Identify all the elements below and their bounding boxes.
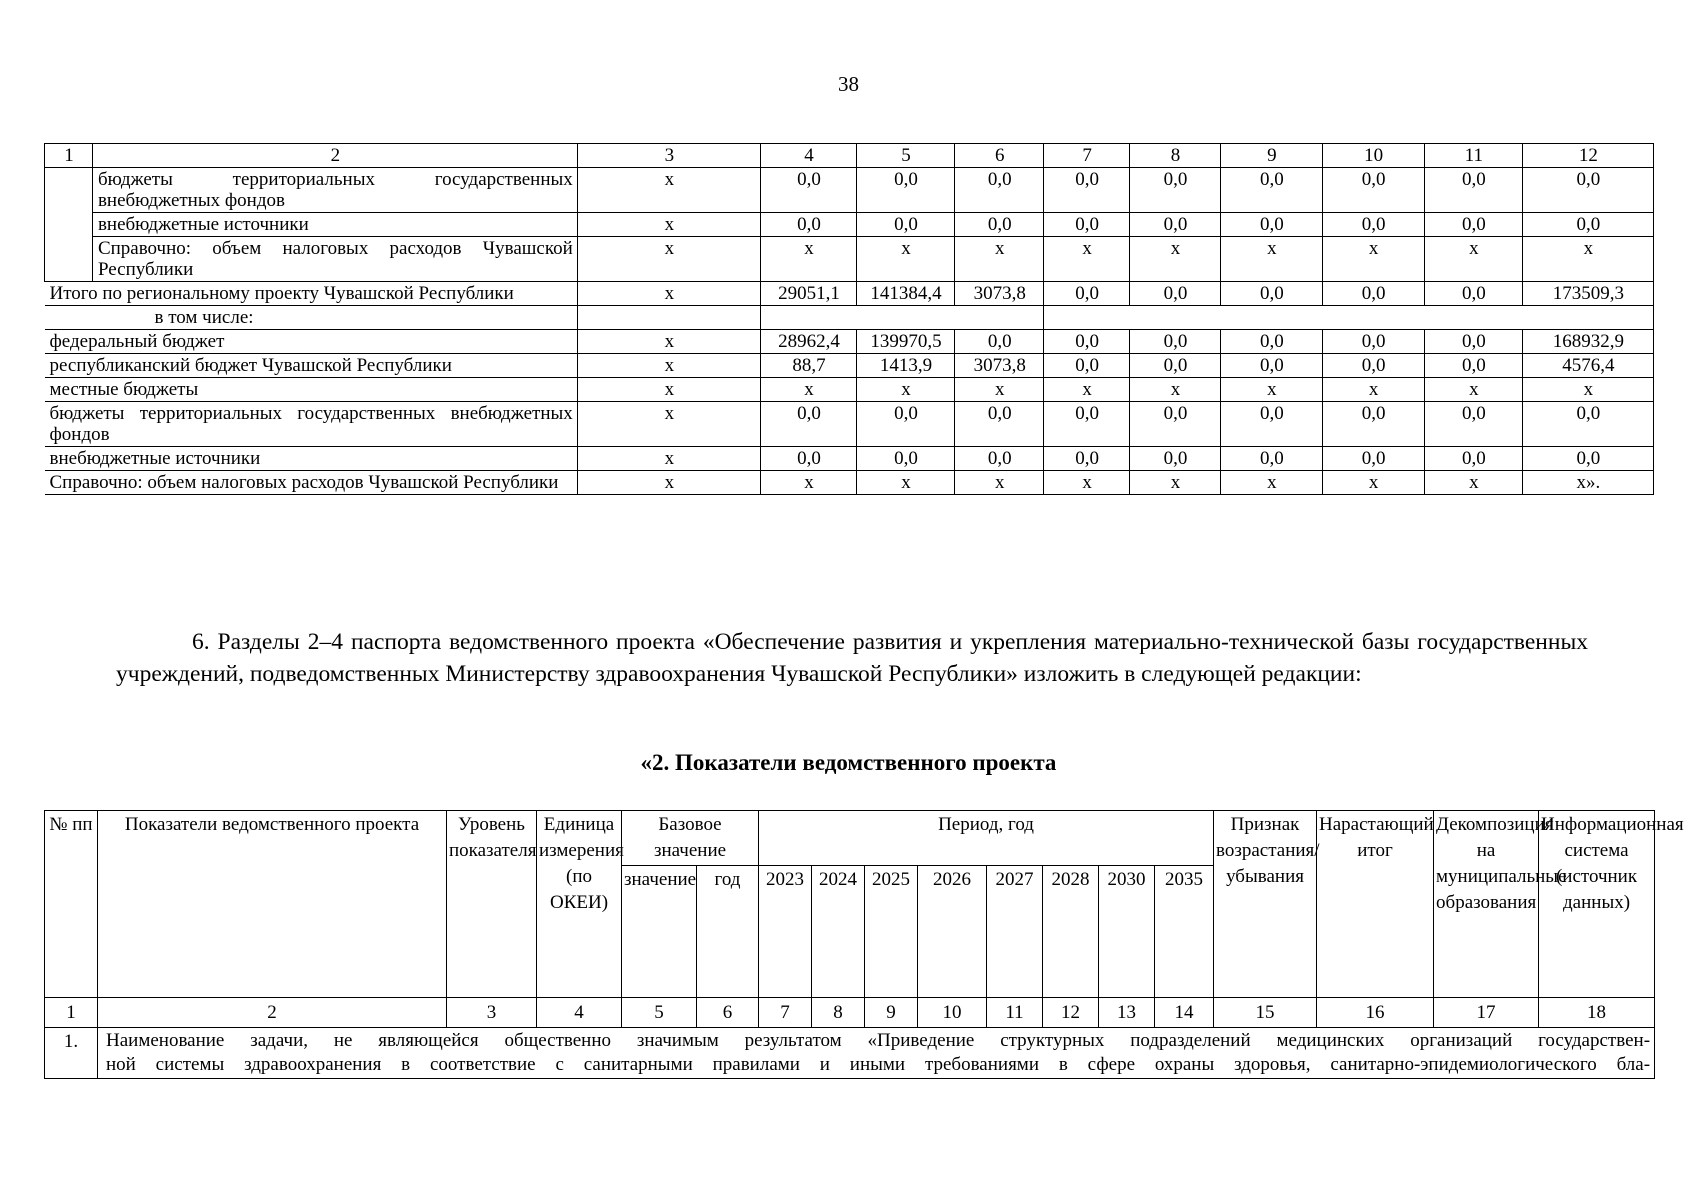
header-level: Уровень показателя <box>447 811 537 998</box>
cell: 173509,3 <box>1522 282 1653 306</box>
col-number: 5 <box>622 998 697 1028</box>
col-number: 1 <box>45 144 93 168</box>
cell: x <box>1044 471 1129 495</box>
cell: 4576,4 <box>1522 354 1653 378</box>
col-number: 12 <box>1043 998 1099 1028</box>
cell: 88,7 <box>761 354 857 378</box>
table-row <box>45 213 1654 237</box>
cell: 0,0 <box>1322 402 1424 447</box>
budget-header-row <box>45 144 1654 168</box>
cell: 0,0 <box>1522 402 1653 447</box>
cell: x <box>577 354 760 378</box>
col-number: 11 <box>987 998 1043 1028</box>
cell: x <box>577 168 760 213</box>
cell: 0,0 <box>1424 447 1522 471</box>
col-number: 1 <box>45 998 98 1028</box>
cell: x <box>577 402 760 447</box>
col-number: 10 <box>1322 144 1424 168</box>
header-base-value: значение <box>622 866 697 998</box>
col-number: 13 <box>1099 998 1155 1028</box>
cell: x <box>954 378 1044 402</box>
cell: 0,0 <box>1129 330 1221 354</box>
cell: 0,0 <box>856 168 954 213</box>
cell: 1413,9 <box>856 354 954 378</box>
col-number: 18 <box>1539 998 1655 1028</box>
empty-cell <box>761 306 1044 330</box>
row-label: Справочно: объем налоговых расходов Чувашской Республики <box>92 237 577 282</box>
cell: 0,0 <box>1129 354 1221 378</box>
cell: 0,0 <box>954 168 1044 213</box>
header-year: 2027 <box>987 866 1043 998</box>
cell: x <box>1221 237 1322 282</box>
col-number: 8 <box>1129 144 1221 168</box>
table-row <box>45 237 1654 282</box>
header-cumulative: Нарастающий итог <box>1317 811 1434 998</box>
task-number: 1. <box>45 1028 98 1079</box>
col-number: 2 <box>92 144 577 168</box>
col-number: 16 <box>1317 998 1434 1028</box>
cell: x <box>1322 471 1424 495</box>
cell: x <box>1221 471 1322 495</box>
header-year: 2030 <box>1099 866 1155 998</box>
page-number: 38 <box>838 72 859 96</box>
cell: 0,0 <box>1221 330 1322 354</box>
cell: x <box>577 213 760 237</box>
cell: x <box>1044 237 1129 282</box>
cell: 0,0 <box>1044 402 1129 447</box>
cell: 0,0 <box>1221 447 1322 471</box>
cell: x <box>856 378 954 402</box>
cell: x <box>1221 378 1322 402</box>
cell: 0,0 <box>1044 447 1129 471</box>
cell: 0,0 <box>1044 213 1129 237</box>
cell: 141384,4 <box>856 282 954 306</box>
row-label: бюджеты территориальных государственных внебюджетных фондов <box>92 168 577 213</box>
row-label: внебюджетные источники <box>45 447 578 471</box>
col-number: 8 <box>812 998 865 1028</box>
cell: 3073,8 <box>954 354 1044 378</box>
header-num: № пп <box>45 811 98 998</box>
header-decomposition: Декомпозиция на муниципальные образования <box>1434 811 1539 998</box>
budget-table <box>44 143 1654 495</box>
cell: 0,0 <box>1424 213 1522 237</box>
empty-cell <box>45 213 93 237</box>
col-number: 7 <box>1044 144 1129 168</box>
including-row <box>45 306 1654 330</box>
table-row <box>45 402 1654 447</box>
col-number: 9 <box>865 998 918 1028</box>
cell: 0,0 <box>1522 168 1653 213</box>
cell: 3073,8 <box>954 282 1044 306</box>
cell: 29051,1 <box>761 282 857 306</box>
row-label: республиканский бюджет Чувашской Республики <box>45 354 578 378</box>
col-number: 14 <box>1155 998 1214 1028</box>
cell: 0,0 <box>1322 282 1424 306</box>
cell: 28962,4 <box>761 330 857 354</box>
col-number: 15 <box>1214 998 1317 1028</box>
cell: x <box>761 237 857 282</box>
cell: 0,0 <box>761 402 857 447</box>
cell: x <box>954 471 1044 495</box>
row-label: Итого по региональному проекту Чувашской Республики <box>45 282 578 306</box>
cell: 0,0 <box>1221 354 1322 378</box>
cell: 0,0 <box>1522 447 1653 471</box>
cell: x <box>1129 237 1221 282</box>
cell: x <box>1522 237 1653 282</box>
table-row <box>45 378 1654 402</box>
task-line: ной системы здравоохранения в соответствие с санитарными правилами и иными требованиями в сфере охраны здоровья, санитарно-эпидемиологического бла- <box>106 1054 1651 1075</box>
cell: 0,0 <box>1221 213 1322 237</box>
table-row <box>45 447 1654 471</box>
cell: 0,0 <box>1129 402 1221 447</box>
cell: 0,0 <box>1424 330 1522 354</box>
cell: 0,0 <box>1424 168 1522 213</box>
col-number: 11 <box>1424 144 1522 168</box>
cell: 0,0 <box>1322 168 1424 213</box>
cell: 0,0 <box>954 447 1044 471</box>
table-row <box>45 354 1654 378</box>
cell: x <box>856 471 954 495</box>
cell: 0,0 <box>1221 282 1322 306</box>
cell: 0,0 <box>856 402 954 447</box>
col-number: 17 <box>1434 998 1539 1028</box>
total-row <box>45 282 1654 306</box>
cell: 168932,9 <box>1522 330 1653 354</box>
task-text <box>98 1028 1655 1079</box>
row-label: Справочно: объем налоговых расходов Чувашской Республики <box>45 471 578 495</box>
cell: 0,0 <box>1044 330 1129 354</box>
cell: 0,0 <box>1044 282 1129 306</box>
cell: 0,0 <box>761 447 857 471</box>
col-number: 5 <box>856 144 954 168</box>
cell: 0,0 <box>1129 282 1221 306</box>
cell: 0,0 <box>1129 213 1221 237</box>
amendment-paragraph: 6. Разделы 2–4 паспорта ведомственного проекта «Обеспечение развития и укрепления материально-технической базы государственных учреждений, подведомственных Министерству здравоохранения Чувашской Республики» изложить в следующей редакции: <box>116 629 1588 687</box>
cell: x <box>761 471 857 495</box>
cell: x <box>1322 237 1424 282</box>
cell: x <box>1424 237 1522 282</box>
cell: x <box>1129 378 1221 402</box>
including-label: в том числе: <box>45 306 578 330</box>
cell: x <box>1044 378 1129 402</box>
col-number: 7 <box>759 998 812 1028</box>
cell: 0,0 <box>761 168 857 213</box>
header-sign: Признак возрастания/ убывания <box>1214 811 1317 998</box>
cell: x <box>1424 471 1522 495</box>
cell: 0,0 <box>1424 354 1522 378</box>
task-line: Наименование задачи, не являющейся общественно значимым результатом «Приведение структурных подразделений медицинских организаций государствен- <box>106 1030 1651 1051</box>
cell: 0,0 <box>1129 447 1221 471</box>
task-row <box>45 1028 1655 1079</box>
cell: 0,0 <box>954 402 1044 447</box>
cell: 0,0 <box>856 213 954 237</box>
empty-cell <box>577 306 760 330</box>
cell: 0,0 <box>1424 402 1522 447</box>
header-base: Базовое значение <box>622 811 759 866</box>
cell: x <box>954 237 1044 282</box>
header-year: 2028 <box>1043 866 1099 998</box>
header-row <box>45 811 1655 866</box>
cell: 0,0 <box>1322 330 1424 354</box>
cell: x <box>1522 378 1653 402</box>
cell: 0,0 <box>1044 354 1129 378</box>
empty-cell <box>45 237 93 282</box>
cell: 0,0 <box>761 213 857 237</box>
cell: 0,0 <box>1129 168 1221 213</box>
cell: x <box>1129 471 1221 495</box>
cell: x <box>577 282 760 306</box>
cell: 0,0 <box>954 213 1044 237</box>
header-indicator: Показатели ведомственного проекта <box>98 811 447 998</box>
indicators-table <box>44 810 1684 1079</box>
cell: 0,0 <box>1322 213 1424 237</box>
row-label: внебюджетные источники <box>92 213 577 237</box>
cell: 0,0 <box>856 447 954 471</box>
cell: 0,0 <box>1424 282 1522 306</box>
cell: 0,0 <box>1044 168 1129 213</box>
col-number: 4 <box>761 144 857 168</box>
cell: x <box>577 471 760 495</box>
section-title: «2. Показатели ведомственного проекта <box>640 750 1057 775</box>
col-number: 6 <box>954 144 1044 168</box>
cell: 139970,5 <box>856 330 954 354</box>
col-number: 3 <box>577 144 760 168</box>
cell: x <box>577 378 760 402</box>
cell: x <box>856 237 954 282</box>
header-year: 2026 <box>918 866 987 998</box>
header-year: 2024 <box>812 866 865 998</box>
header-base-year: год <box>697 866 759 998</box>
cell: x <box>761 378 857 402</box>
cell: x <box>577 237 760 282</box>
header-info-system: Информационная система (источник данных) <box>1539 811 1655 998</box>
row-label: местные бюджеты <box>45 378 578 402</box>
cell: 0,0 <box>1522 213 1653 237</box>
col-number: 12 <box>1522 144 1653 168</box>
header-unit: Единица измерения (по ОКЕИ) <box>537 811 622 998</box>
header-year: 2025 <box>865 866 918 998</box>
table-row <box>45 471 1654 495</box>
cell: 0,0 <box>1221 402 1322 447</box>
empty-cell <box>1044 306 1654 330</box>
empty-cell <box>45 168 93 213</box>
table-row <box>45 330 1654 354</box>
cell: x <box>1424 378 1522 402</box>
header-period: Период, год <box>759 811 1214 866</box>
column-numbers-row <box>45 998 1655 1028</box>
row-label: бюджеты территориальных государственных внебюджетных фондов <box>45 402 578 447</box>
col-number: 10 <box>918 998 987 1028</box>
cell: 0,0 <box>1322 354 1424 378</box>
cell: 0,0 <box>954 330 1044 354</box>
cell: x <box>577 447 760 471</box>
cell: x <box>1322 378 1424 402</box>
col-number: 2 <box>98 998 447 1028</box>
cell: x <box>577 330 760 354</box>
cell: x». <box>1522 471 1653 495</box>
table-row <box>45 168 1654 213</box>
col-number: 4 <box>537 998 622 1028</box>
row-label: федеральный бюджет <box>45 330 578 354</box>
header-year: 2023 <box>759 866 812 998</box>
col-number: 3 <box>447 998 537 1028</box>
cell: 0,0 <box>1322 447 1424 471</box>
header-year: 2035 <box>1155 866 1214 998</box>
col-number: 9 <box>1221 144 1322 168</box>
col-number: 6 <box>697 998 759 1028</box>
cell: 0,0 <box>1221 168 1322 213</box>
